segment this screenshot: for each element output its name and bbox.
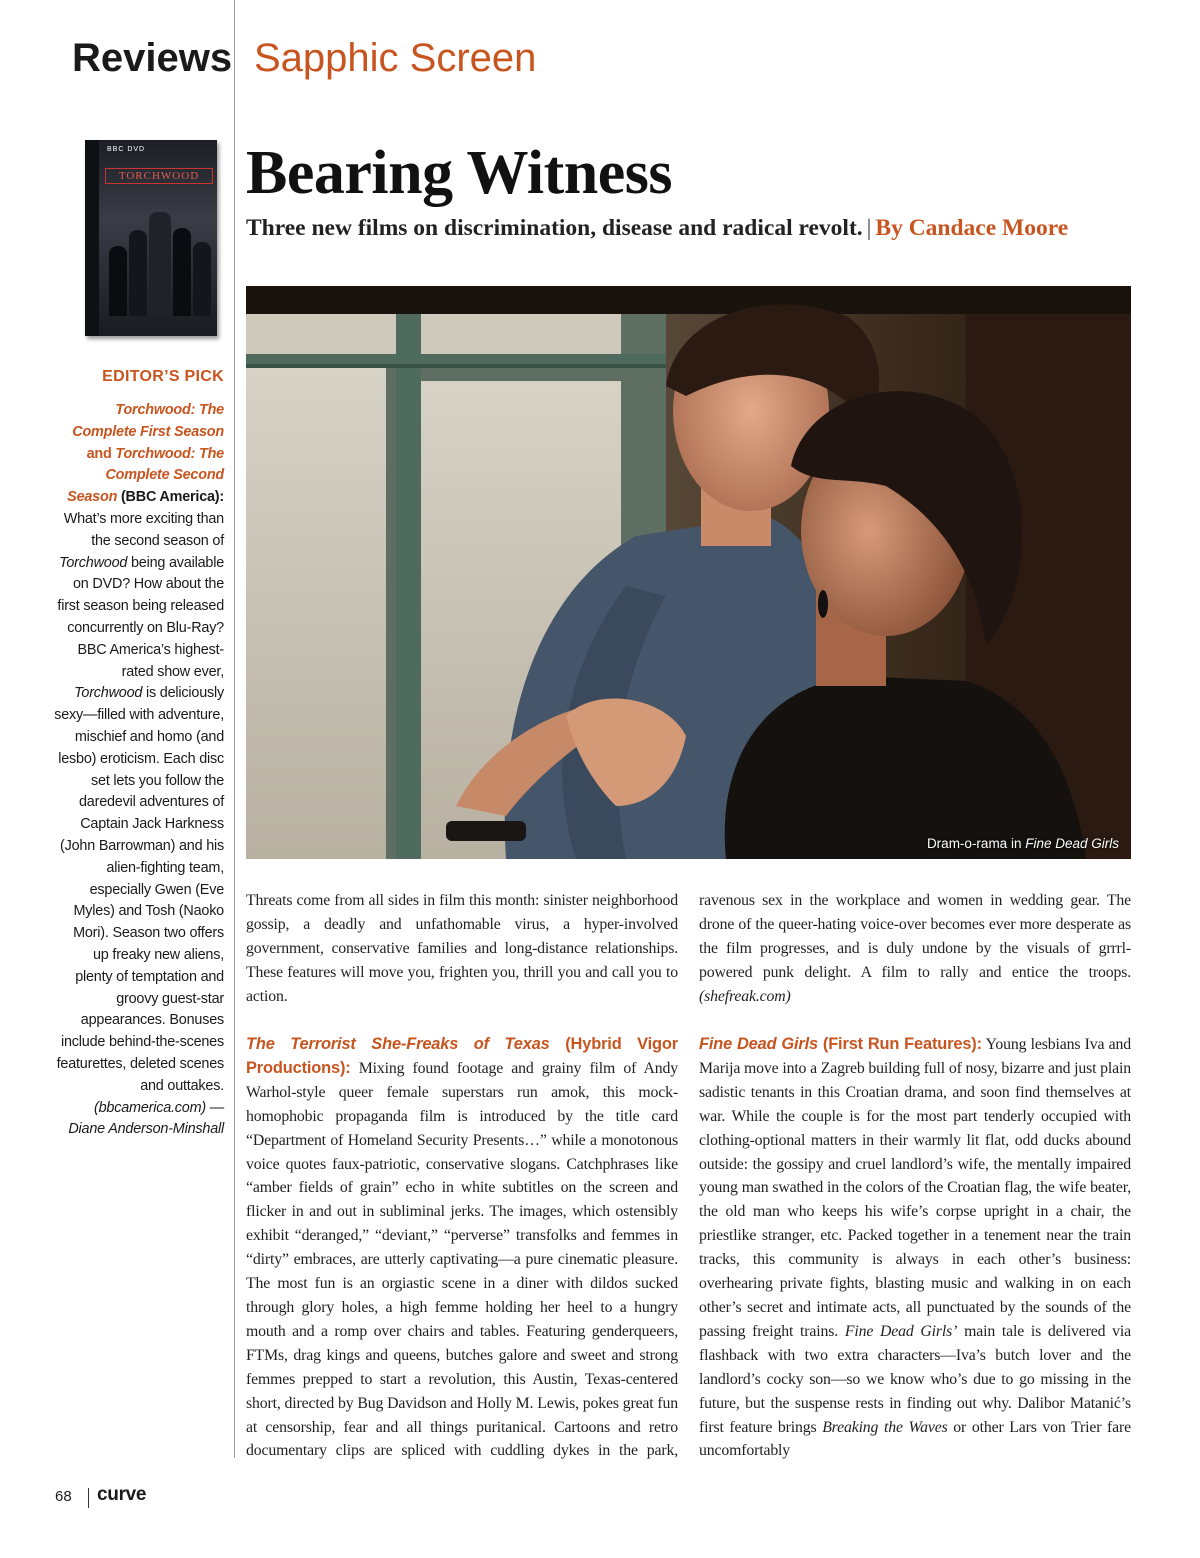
review-2-text-3: or other Lars von Trier fare uncomfortably	[699, 1418, 1131, 1460]
review-1-paragraph	[246, 1033, 678, 1463]
footer-divider	[88, 1488, 89, 1508]
magazine-name: curve	[97, 1484, 147, 1505]
editors-pick-heading: EDITOR’S PICK	[102, 368, 224, 385]
pick-text-2: being available on DVD? How about the first season being released concurrently on Blu-Ray? BBC America’s highest-rated show ever,	[57, 554, 224, 680]
pick-title-2: Torchwood: The Complete Second Season	[67, 445, 224, 506]
review-1-source-ghost: (shefreak.com)	[699, 987, 791, 1005]
review-1-film-title: The Terrorist She-Freaks of Texas	[246, 1035, 550, 1053]
review-2-title	[699, 1035, 982, 1053]
pick-text-3: is deliciously sexy—filled with adventure, mischief and homo (and lesbo) eroticism. Each disc set lets you follow the daredevil adventures of Captain Jack Harkness (John Barrowman) and his alien-fighting team, especially Gwen (Eve Myles) and Tosh (Naoko Mori). Season two offers up freaky new aliens, plenty of temptation and groovy guest-star appearances. Bonuses include behind-the-scenes featurettes, deleted scenes and outtakes.	[54, 685, 224, 1094]
dvd-bbc-label: BBC DVD	[107, 146, 146, 153]
article-column-left	[246, 889, 678, 1032]
review-2-film-italic: Fine Dead Girls’	[844, 1322, 958, 1340]
dek-text: Three new films on discrimination, disease and radical revolt.	[246, 215, 863, 241]
dvd-spine	[85, 140, 99, 336]
pick-source: (bbcamerica.com)	[94, 1099, 206, 1116]
pick-author: — Diane Anderson-Minshall	[68, 1099, 224, 1138]
review-1-distributor: (Hybrid Vigor Productions):	[246, 1035, 678, 1077]
caption-film-title: Fine Dead Girls	[1025, 836, 1119, 851]
review-2	[699, 1033, 1131, 1463]
review-2-distributor: (First Run Features):	[817, 1035, 982, 1053]
caption-prefix: Dram-o-rama in	[926, 836, 1026, 851]
review-2-film-title: Fine Dead Girls	[699, 1035, 818, 1053]
column-divider	[234, 0, 235, 1458]
pick-network: (BBC America):	[117, 489, 224, 506]
article-headline: Bearing Witness	[246, 139, 672, 207]
pick-show-1: Torchwood	[59, 554, 128, 571]
photo-caption	[927, 836, 1119, 851]
pick-title-1: Torchwood: The Complete First Season	[72, 402, 224, 440]
review-1-text: Mixing found footage and grainy film of Andy Warhol-style queer female superstars run amok, this mock-homophobic propaganda film is introduced by the title card “Department of Homeland Security Presents…” while a monotonous voice quotes faux-patriotic, conservative slogans. Catchphrases like “amber fields of grain” echo in white subtitles on the screen and flicker in and out in subliminal jerks. The images, which ostensibly exhibit “deranged,” “deviant,” “perverse” transfolks and femmes in “dirty” embraces, are utterly captivating—a pure cinematic pleasure. The most fun is an orgiastic scene in a diner with dildos sucked through glory holes, a high femme holding her heel to a hungry mouth and a romp over chairs and tables. Featuring genderqueers, FTMs, drag kings and queens, butches galore and sweet and strong femmes prepped to start a revolution, this Austin, Texas-centered short, directed by Bug Davidson and Holly M. Lewis, pokes great fun at censorship, fear and all things puritanical. Cartoons and retro documentary clips are spliced with cuddling dykes in the park,	[246, 1059, 678, 1460]
review-1-continuation	[699, 889, 1131, 1009]
review-2-text: Young lesbians Iva and Marija move into a Zagreb building full of nosy, bizarre and just plain sadistic tenants in this Croatian drama, and soon find themselves at war. While the couple is for the most part tenderly occupied with clothing-optional matters in their warmly lit flat, odd ducks abound outside: the gossipy and cruel landlord’s wife, the mentally impaired young man swathed in the colors of the Croatian flag, the wife beater, the old man who keeps his wife’s corpse upright in a chair, the priestlike stranger, etc. Packed together in a tenement near the train tracks, this community is always in each other’s business: overhearing private fights, blasting music and walking in on each other’s secret and intimate acts, all punctuated by the sounds of the passing freight trains.	[699, 1036, 1131, 1340]
section-subtitle: Sapphic Screen	[254, 36, 537, 80]
pick-show-2: Torchwood	[74, 685, 143, 702]
review-1-continued	[699, 889, 1131, 1009]
article-dek	[246, 215, 1068, 242]
section-label: Reviews	[72, 36, 233, 80]
review-1-text-ghost: ravenous sex in the workplace and women in wedding gear. The drone of the queer-hating voice-over becomes ever more desperate as the film progresses, and is duly undone by the visuals of grrrl-powered punk delight. A film to rally and entice the troops.	[699, 892, 1131, 981]
intro-paragraph: Threats come from all sides in film this month: sinister neighborhood gossip, a deadly and unfathomable virus, a hyper-involved government, conservative families and long-distance relationships. These features will move you, frighten you, thrill you and call you to action.	[246, 892, 678, 1005]
editors-pick-body	[54, 400, 224, 1141]
byline: By Candace Moore	[875, 215, 1069, 241]
review-2-ref-film: Breaking the Waves	[822, 1418, 948, 1436]
torchwood-dvd-cover	[85, 140, 217, 336]
dvd-title: TORCHWOOD	[105, 168, 213, 184]
review-2-text-2: main tale is delivered via flashback with two extra characters—Iva’s butch lover and the landlord’s cocky son—so we know who’s due to go missing in the future, but the suspense rests in finding out why. Dalibor Matanić’s first feature brings	[699, 1322, 1131, 1436]
page-number: 68	[55, 1488, 72, 1505]
film-still-photo	[246, 286, 1131, 859]
dvd-cast-image	[105, 196, 213, 316]
pick-text-1: What’s more exciting than the second season of	[63, 510, 224, 549]
review-1-left	[246, 1033, 678, 1463]
review-2-paragraph	[699, 1033, 1131, 1463]
pick-and: and	[86, 445, 116, 462]
dek-separator: |	[866, 215, 872, 241]
